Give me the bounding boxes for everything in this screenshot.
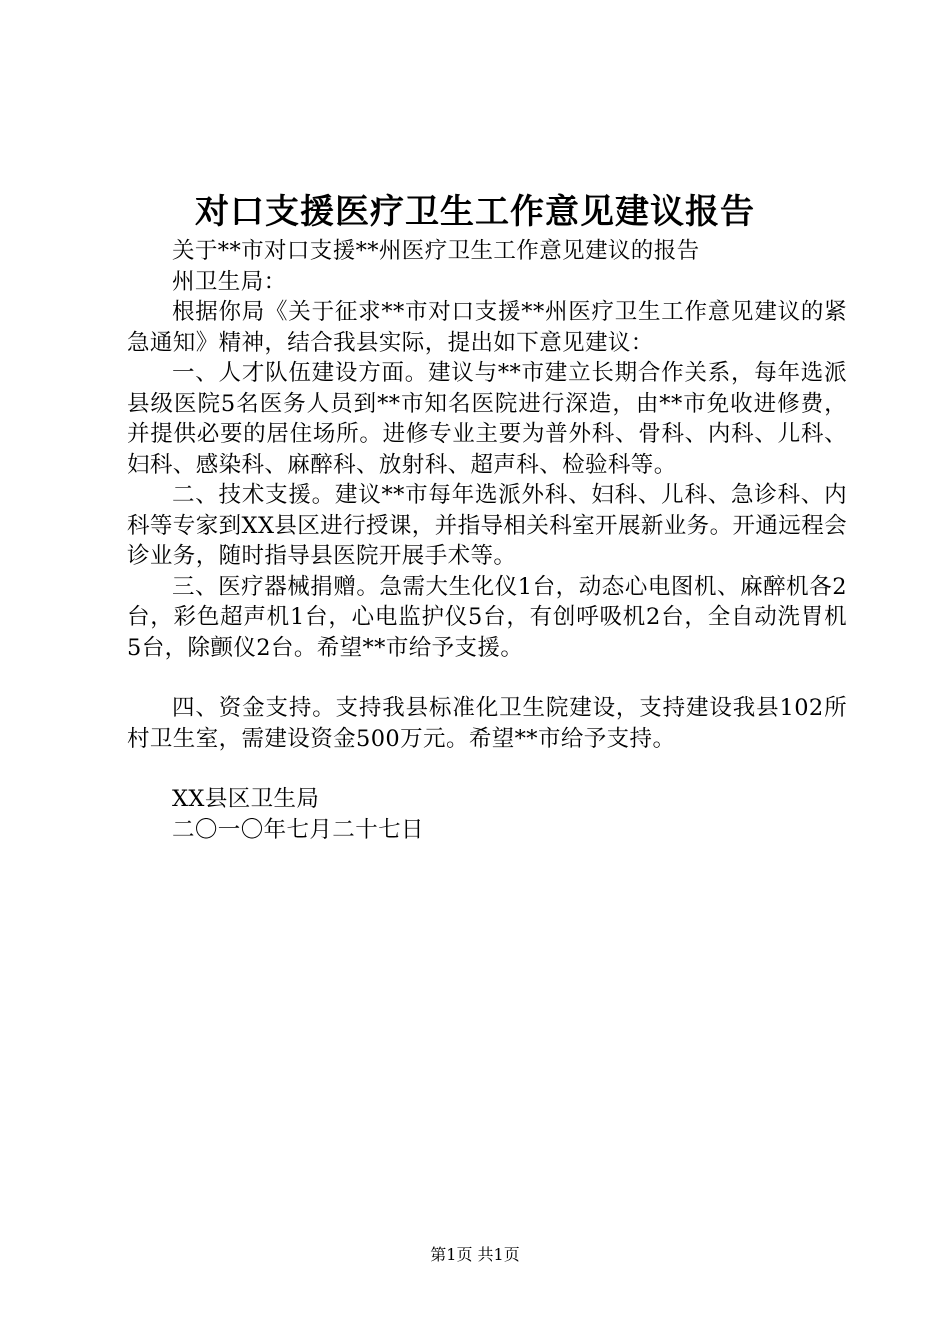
paragraph-technical-support: 二、技术支援。建议**市每年选派外科、妇科、儿科、急诊科、内科等专家到XX县区进行授课，并指导相关科室开展新业务。开通远程会诊业务，随时指导县医院开展手术等。 (127, 482, 847, 569)
document-subtitle: 关于**市对口支援**州医疗卫生工作意见建议的报告 (172, 238, 700, 264)
document-body (127, 236, 847, 845)
paragraph-funding: 四、资金支持。支持我县标准化卫生院建设，支持建设我县102所村卫生室，需建设资金500万元。希望**市给予支持。 (127, 695, 847, 752)
addressee: 州卫生局： (172, 268, 287, 295)
paragraph-intro: 根据你局《关于征求**市对口支援**州医疗卫生工作意见建议的紧急通知》精神，结合我县实际，提出如下意见建议： (127, 299, 847, 356)
page-footer: 第1页 共1页 (430, 1245, 520, 1264)
paragraph-talent: 一、人才队伍建设方面。建议与**市建立长期合作关系，每年选派县级医院5名医务人员到**市知名医院进行深造，由**市免收进修费，并提供必要的居住场所。进修专业主要为普外科、骨科、内科、儿科、妇科、感染科、麻醉科、放射科、超声科、检验科等。 (127, 360, 847, 478)
document-title: 对口支援医疗卫生工作意见建议报告 (195, 192, 755, 232)
paragraph-equipment-donation: 三、医疗器械捐赠。急需大生化仪1台，动态心电图机、麻醉机各2台，彩色超声机1台，心电监护仪5台，有创呼吸机2台，全自动洗胃机5台，除颤仪2台。希望**市给予支援。 (127, 573, 847, 661)
signature-date: 二〇一〇年七月二十七日 (172, 816, 424, 843)
signature-org: XX县区卫生局 (172, 786, 320, 812)
